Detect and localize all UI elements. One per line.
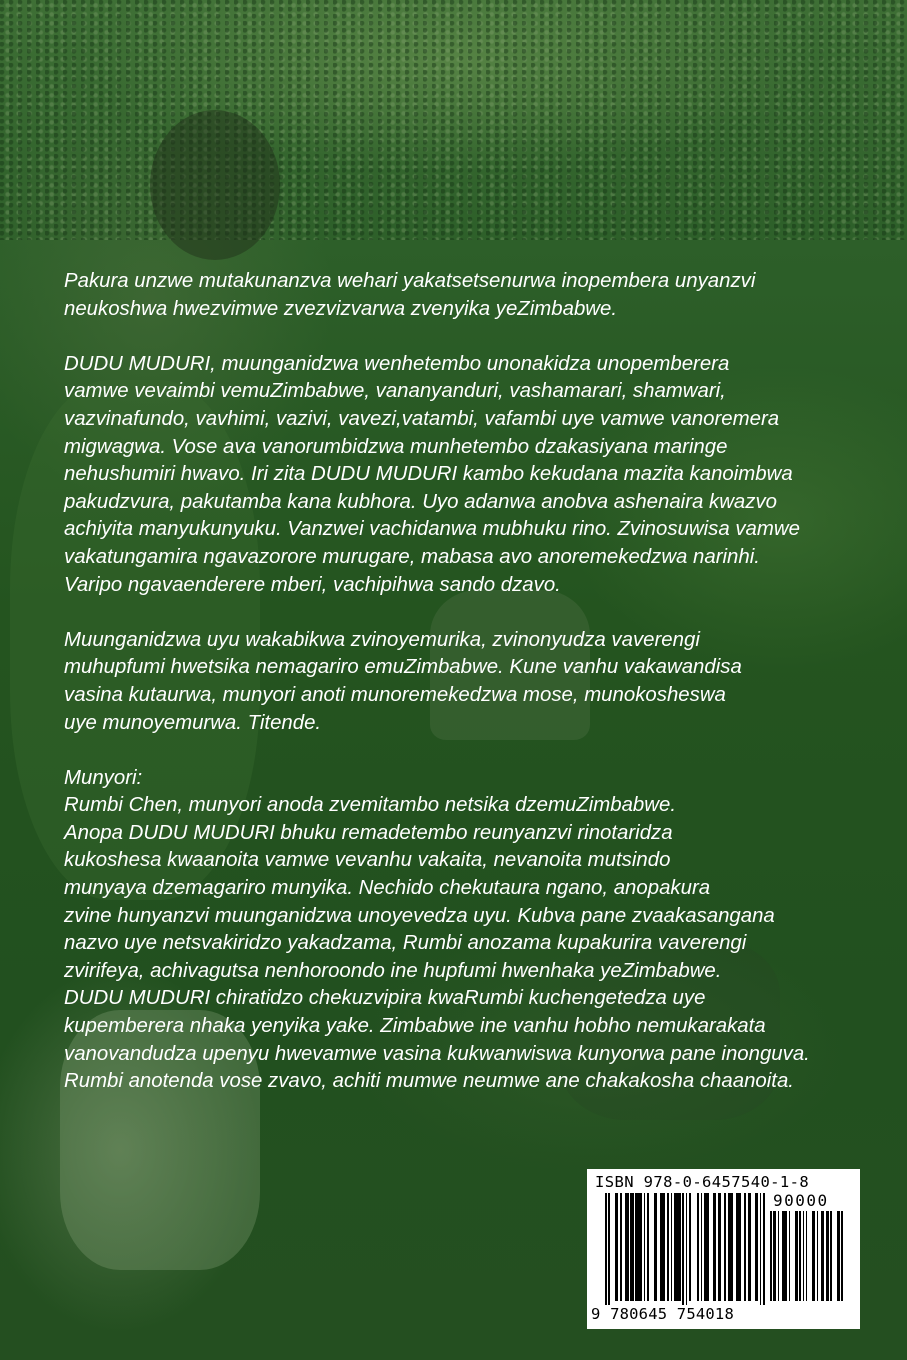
text-line: Muunganidzwa uyu wakabikwa zvinoyemurika, zvinonyudza vaverengi bbox=[64, 628, 700, 651]
text-line: kukoshesa kwaanoita vamwe vevanhu vakaita, nevanoita mutsindo bbox=[64, 849, 671, 872]
barcode-bar bbox=[826, 1211, 829, 1301]
blurb-paragraph-praise bbox=[64, 627, 874, 737]
blurb-text bbox=[64, 268, 874, 1096]
addon-barcode-bars bbox=[770, 1211, 850, 1323]
barcode-bar bbox=[763, 1193, 765, 1305]
foliage-background bbox=[0, 0, 907, 240]
barcode-bar bbox=[686, 1193, 688, 1305]
barcode-bar bbox=[728, 1193, 733, 1301]
blurb-paragraph-description bbox=[64, 351, 874, 599]
text-line: Varipo ngavaenderere mberi, vachipihwa sando dzavo. bbox=[64, 573, 561, 596]
barcode-bar bbox=[647, 1193, 649, 1301]
text-line: vasina kutaurwa, munyori anoti munoremekedzwa mose, munokosheswa bbox=[64, 683, 726, 706]
text-line: vakatungamira ngavazorore murugare, mabasa avo anoremekedzwa narinhi. bbox=[64, 545, 760, 568]
barcode-bar bbox=[654, 1193, 657, 1301]
barcode-bar bbox=[821, 1211, 824, 1301]
barcode-bar bbox=[806, 1211, 808, 1301]
barcode-bar bbox=[635, 1193, 642, 1301]
barcode-bar bbox=[689, 1193, 691, 1301]
text-line: uye munoyemurwa. Titende. bbox=[64, 711, 322, 734]
barcode-bar bbox=[625, 1193, 628, 1301]
barcode-bar bbox=[713, 1193, 716, 1301]
text-line: DUDU MUDURI chiratidzo chekuzvipira kwaRumbi kuchengetedza uye bbox=[64, 987, 706, 1010]
isbn-barcode bbox=[587, 1169, 860, 1329]
text-line: nazvo uye netsvakiridzo yakadzama, Rumbi anozama kupakurira vaverengi bbox=[64, 932, 747, 955]
barcode-bar bbox=[744, 1193, 746, 1301]
barcode-bar bbox=[605, 1193, 607, 1305]
blurb-paragraph-intro bbox=[64, 268, 874, 323]
blurb-paragraph-author bbox=[64, 765, 874, 1096]
barcode-bar bbox=[608, 1193, 610, 1305]
ean-barcode-bars bbox=[605, 1193, 765, 1305]
barcode-bar bbox=[830, 1211, 832, 1301]
text-line: Rumbi Chen, munyori anoda zvemitambo netsika dzemuZimbabwe. bbox=[64, 794, 676, 817]
barcode-bar bbox=[736, 1193, 741, 1301]
barcode-bar bbox=[748, 1193, 751, 1301]
barcode-bar bbox=[701, 1193, 703, 1301]
barcode-bar bbox=[724, 1193, 726, 1301]
barcode-bar bbox=[803, 1211, 805, 1301]
ean-digits: 9 780645 754018 bbox=[591, 1305, 734, 1323]
barcode-bar bbox=[782, 1211, 787, 1301]
text-line: zvirifeya, achivagutsa nenhoroondo ine hupfumi hwenhaka yeZimbabwe. bbox=[64, 959, 722, 982]
text-line: Pakura unzwe mutakunanzva wehari yakatsetsenurwa inopembera unyanzvi bbox=[64, 270, 756, 292]
barcode-bar bbox=[817, 1211, 819, 1301]
barcode-bar bbox=[671, 1193, 673, 1301]
barcode-bar bbox=[837, 1211, 840, 1301]
barcode-bar bbox=[704, 1193, 709, 1301]
text-line: vamwe vevaimbi vemuZimbabwe, vananyanduri, vashamarari, shamwari, bbox=[64, 380, 726, 403]
text-line: neukoshwa hwezvimwe zvezvizvarwa zvenyika yeZimbabwe. bbox=[64, 297, 618, 320]
barcode-bar bbox=[841, 1211, 843, 1301]
barcode-bar bbox=[770, 1211, 772, 1301]
barcode-bar bbox=[755, 1193, 758, 1301]
barcode-bar bbox=[760, 1193, 762, 1305]
barcode-bar bbox=[773, 1211, 776, 1301]
barcode-bar bbox=[667, 1193, 669, 1301]
barcode-bar bbox=[778, 1211, 780, 1301]
barcode-bar bbox=[620, 1193, 622, 1301]
barcode-bar bbox=[799, 1211, 801, 1301]
text-line: Rumbi anotenda vose zvavo, achiti mumwe neumwe ane chakakosha chaanoita. bbox=[64, 1070, 794, 1093]
text-line: nehushumiri hwavo. Iri zita DUDU MUDURI kambo kekudana mazita kanoimbwa bbox=[64, 463, 793, 486]
barcode-bar bbox=[630, 1193, 633, 1301]
text-line: DUDU MUDURI, muunganidzwa wenhetembo unonakidza unopemberera bbox=[64, 352, 730, 375]
text-line: vanovandudza upenyu hwevamwe vasina kukwanwiswa kunyorwa pane inonguva. bbox=[64, 1042, 810, 1065]
barcode-bar bbox=[718, 1193, 721, 1301]
isbn-label: ISBN 978-0-6457540-1-8 bbox=[595, 1173, 810, 1191]
barcode-bar bbox=[795, 1211, 798, 1301]
text-line: muhupfumi hwetsika nemagariro emuZimbabwe. Kune vanhu vakawandisa bbox=[64, 656, 742, 679]
background-figure-head bbox=[150, 110, 280, 260]
text-line: migwagwa. Vose ava vanorumbidzwa munhetembo dzakasiyana maringe bbox=[64, 435, 728, 458]
text-line: vazvinafundo, vavhimi, vazivi, vavezi,vatambi, vafambi uye vamwe vanoremera bbox=[64, 407, 780, 430]
author-heading: Munyori: bbox=[64, 766, 143, 789]
price-addon-digits: 90000 bbox=[773, 1191, 829, 1210]
barcode-bar bbox=[615, 1193, 618, 1301]
barcode-bar bbox=[644, 1193, 646, 1301]
barcode-bar bbox=[789, 1211, 791, 1301]
text-line: pakudzvura, pakutamba kana kubhora. Uyo adanwa anobva ashenaira kwazvo bbox=[64, 490, 777, 513]
text-line: kupemberera nhaka yenyika yake. Zimbabwe ine vanhu hobho nemukarakata bbox=[64, 1015, 766, 1038]
barcode-bar bbox=[812, 1211, 815, 1301]
text-line: munyaya dzemagariro munyika. Nechido chekutaura ngano, anopakura bbox=[64, 877, 711, 900]
text-line: achiyita manyukunyuku. Vanzwei vachidanwa mubhuku rino. Zvinosuwisa vamwe bbox=[64, 518, 800, 541]
barcode-bar bbox=[697, 1193, 699, 1301]
barcode-bar bbox=[660, 1193, 665, 1301]
text-line: Anopa DUDU MUDURI bhuku remadetembo reunyanzvi rinotaridza bbox=[64, 821, 673, 844]
barcode-bar bbox=[682, 1193, 684, 1305]
barcode-bar bbox=[674, 1193, 681, 1301]
text-line: zvine hunyanzvi muunganidzwa unoyevedza uyu. Kubva pane zvaakasangana bbox=[64, 904, 775, 927]
